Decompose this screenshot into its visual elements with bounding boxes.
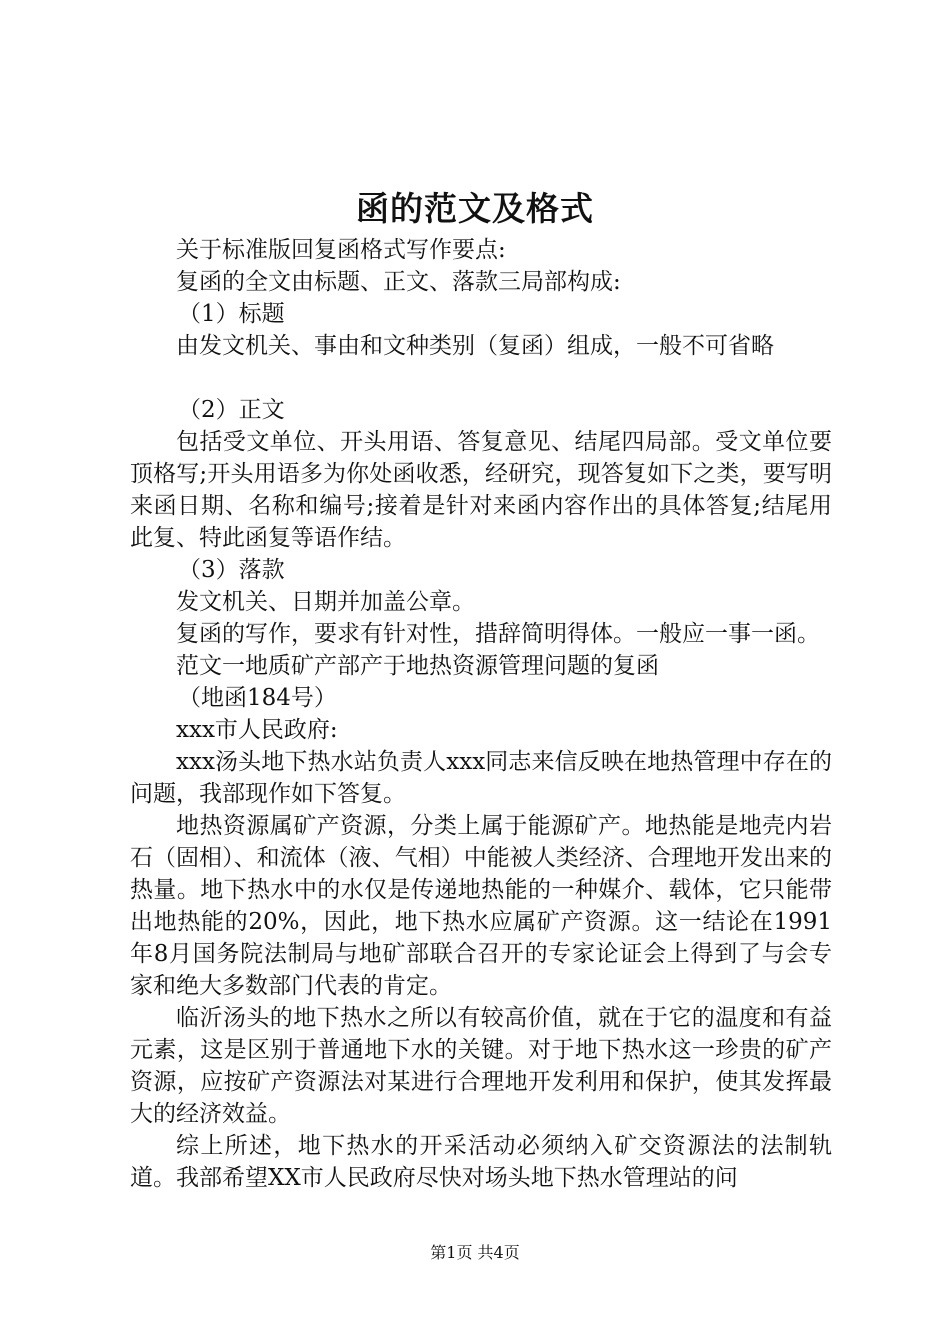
- paragraph-signature-desc: 发文机关、日期并加盖公章。: [176, 589, 475, 615]
- document-body: [130, 234, 832, 1194]
- paragraph-conclusion: 综上所述，地下热水的开采活动必须纳入矿交资源法的法制轨道。我部希望XX市人民政府尽快对场头地下热水管理站的问: [130, 1133, 832, 1191]
- page-footer: 第1页 共4页: [430, 1243, 520, 1262]
- paragraph-structure: 复函的全文由标题、正文、落款三局部构成:: [176, 269, 621, 295]
- paragraph-addressee: xxx市人民政府:: [176, 717, 338, 743]
- paragraph-intro: 关于标准版回复函格式写作要点:: [176, 237, 506, 263]
- heading-title-section: （1）标题: [178, 301, 285, 327]
- paragraph-letter-ref: xxx汤头地下热水站负责人xxx同志来信反映在地热管理中存在的问题，我部现作如下答复。: [130, 749, 832, 807]
- document-title: 函的范文及格式: [356, 189, 594, 228]
- paragraph-body-desc: 包括受文单位、开头用语、答复意见、结尾四局部。受文单位要顶格写;开头用语多为你处函收悉，经研究，现答复如下之类，要写明来函日期、名称和编号;接着是针对来函内容作出的具体答复;结尾用此复、特此函复等语作结。: [130, 429, 832, 551]
- paragraph-sample-title: 范文一地质矿产部产于地热资源管理问题的复函: [176, 653, 659, 679]
- paragraph-doc-number: （地函184号）: [178, 685, 337, 711]
- paragraph-writing-req: 复函的写作，要求有针对性，措辞简明得体。一般应一事一函。: [176, 621, 820, 647]
- paragraph-title-desc: 由发文机关、事由和文种类别（复函）组成，一般不可省略: [176, 333, 774, 359]
- heading-body-section: （2）正文: [178, 397, 285, 423]
- paragraph-linyi: 临沂汤头的地下热水之所以有较高价值，就在于它的温度和有益元素，这是区别于普通地下水的关键。对于地下热水这一珍贵的矿产资源，应按矿产资源法对某进行合理地开发利用和保护，使其发挥最大的经济效益。: [130, 1005, 832, 1127]
- paragraph-geothermal: 地热资源属矿产资源，分类上属于能源矿产。地热能是地壳内岩石（固相）、和流体（液、气相）中能被人类经济、合理地开发出来的热量。地下热水中的水仅是传递地热能的一种媒介、载体，它只能带出地热能的20%，因此，地下热水应属矿产资源。这一结论在1991年8月国务院法制局与地矿部联合召开的专家论证会上得到了与会专家和绝大多数部门代表的肯定。: [130, 813, 832, 999]
- heading-signature-section: （3）落款: [178, 557, 285, 583]
